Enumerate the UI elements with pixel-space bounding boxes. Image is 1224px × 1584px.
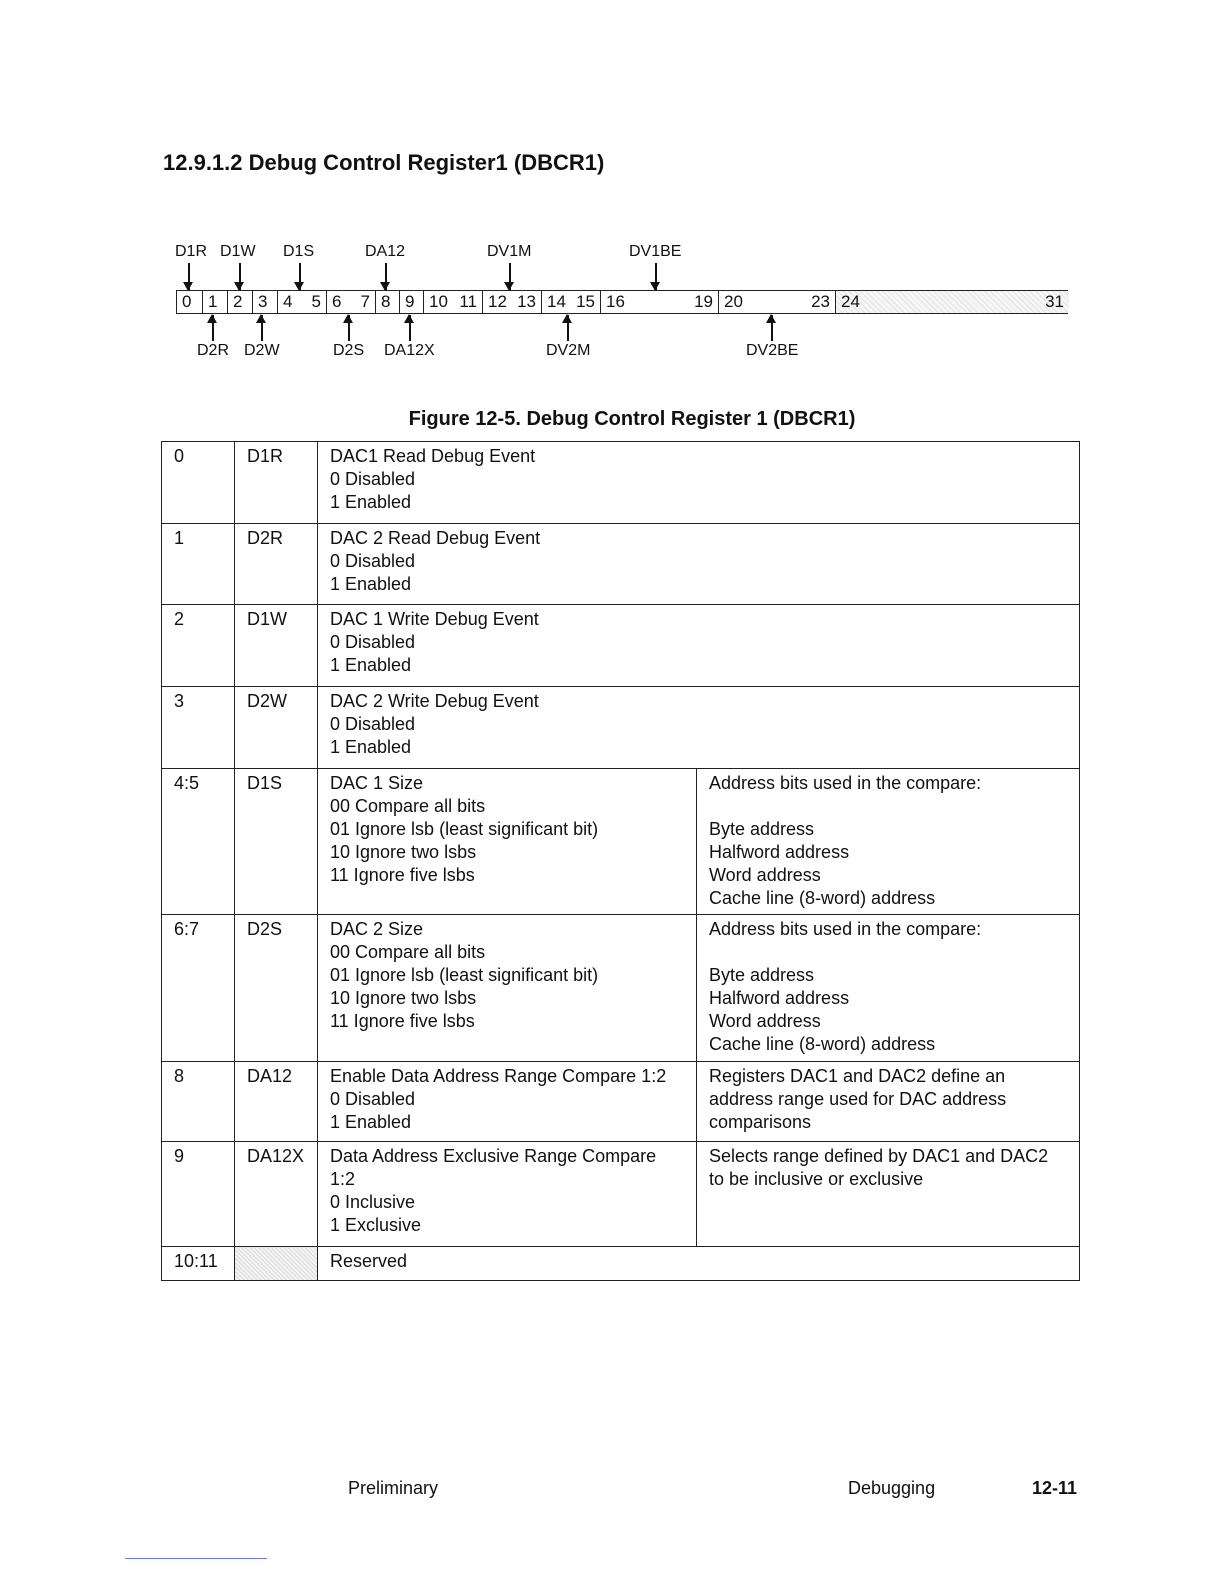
bit-end: 31 bbox=[1045, 292, 1064, 311]
bit-range: 9 bbox=[162, 1142, 235, 1247]
field-notes bbox=[697, 1062, 1080, 1142]
arrow-down-icon bbox=[299, 263, 301, 290]
field-notes bbox=[697, 915, 1080, 1062]
cell-line: DAC 2 Size bbox=[330, 919, 424, 939]
bit-end: 7 bbox=[360, 292, 370, 311]
cell-line: 00 Compare all bits bbox=[330, 942, 486, 962]
register-bit-cell bbox=[541, 291, 600, 313]
field-label-dv2m: DV2M bbox=[546, 342, 591, 359]
register-bit-cell bbox=[718, 291, 835, 313]
field-description bbox=[318, 1142, 697, 1247]
field-label-d2s: D2S bbox=[333, 342, 365, 359]
cell-line: 1 Enabled bbox=[330, 737, 412, 757]
field-label-d1s: D1S bbox=[283, 243, 315, 260]
field-label-dv1be: DV1BE bbox=[629, 243, 682, 260]
page-number: 12-11 bbox=[1032, 1478, 1078, 1498]
cell-line: Word address bbox=[709, 865, 821, 885]
field-notes bbox=[697, 769, 1080, 915]
field-label-da12x: DA12X bbox=[384, 342, 435, 359]
table-row bbox=[162, 1062, 1080, 1142]
bit-start: 3 bbox=[258, 292, 268, 311]
arrow-down-icon bbox=[239, 263, 241, 290]
arrow-down-icon bbox=[509, 263, 511, 290]
table-row bbox=[162, 442, 1080, 524]
cell-line: 10 Ignore two lsbs bbox=[330, 988, 477, 1008]
field-description bbox=[318, 1247, 1080, 1281]
cell-line: Address bits used in the compare: bbox=[709, 919, 982, 939]
field-name: D2R bbox=[235, 524, 318, 605]
cell-line: Registers DAC1 and DAC2 define an bbox=[709, 1066, 1006, 1086]
field-name: D2W bbox=[235, 687, 318, 769]
field-description bbox=[318, 769, 697, 915]
bit-range: 4:5 bbox=[162, 769, 235, 915]
cell-line: DAC1 Read Debug Event bbox=[330, 446, 536, 466]
cell-line: Cache line (8-word) address bbox=[709, 1034, 936, 1054]
arrow-up-icon bbox=[771, 315, 773, 341]
cell-line: Halfword address bbox=[709, 988, 850, 1008]
arrow-up-icon bbox=[409, 315, 411, 341]
arrow-up-icon bbox=[261, 315, 263, 341]
table-row bbox=[162, 769, 1080, 915]
cell-line: 0 Inclusive bbox=[330, 1192, 416, 1212]
cell-line: Byte address bbox=[709, 819, 815, 839]
register-field-table bbox=[161, 441, 1080, 1281]
arrow-up-icon bbox=[348, 315, 350, 341]
cell-line: 1 Enabled bbox=[330, 492, 412, 512]
register-bit-cell bbox=[177, 291, 202, 313]
cell-line: 0 Disabled bbox=[330, 632, 416, 652]
cell-line: DAC 1 Write Debug Event bbox=[330, 609, 539, 629]
register-bit-cell bbox=[227, 291, 252, 313]
cell-line bbox=[709, 941, 1069, 964]
register-bit-cell bbox=[482, 291, 541, 313]
bit-start: 14 bbox=[547, 292, 566, 311]
field-name: D1S bbox=[235, 769, 318, 915]
cell-line: DAC 2 Read Debug Event bbox=[330, 528, 541, 548]
field-label-d1w: D1W bbox=[220, 243, 256, 260]
table-row bbox=[162, 1142, 1080, 1247]
cell-line: DAC 2 Write Debug Event bbox=[330, 691, 539, 711]
field-label-dv2be: DV2BE bbox=[746, 342, 799, 359]
bit-end: 11 bbox=[459, 292, 477, 311]
bit-end: 23 bbox=[811, 292, 830, 311]
cell-line: 1 Enabled bbox=[330, 1112, 412, 1132]
field-label-d1r: D1R bbox=[175, 243, 208, 260]
cell-line: 0 Disabled bbox=[330, 551, 416, 571]
field-notes bbox=[697, 1142, 1080, 1247]
cell-line: address range used for DAC address bbox=[709, 1089, 1007, 1109]
cell-line: 1:2 bbox=[330, 1169, 356, 1189]
bit-range: 6:7 bbox=[162, 915, 235, 1062]
bit-start: 0 bbox=[182, 292, 192, 311]
footer-rule bbox=[125, 1558, 267, 1559]
footer-chapter: Debugging bbox=[848, 1478, 936, 1498]
cell-line: 01 Ignore lsb (least significant bit) bbox=[330, 819, 599, 839]
bit-end: 15 bbox=[576, 292, 595, 311]
cell-line: 11 Ignore five lsbs bbox=[330, 1011, 475, 1031]
field-name: D1R bbox=[235, 442, 318, 524]
field-description bbox=[318, 524, 1080, 605]
cell-line: 01 Ignore lsb (least significant bit) bbox=[330, 965, 599, 985]
cell-line bbox=[709, 795, 1069, 818]
field-label-d2w: D2W bbox=[244, 342, 280, 359]
field-label-dv1m: DV1M bbox=[487, 243, 532, 260]
table-row bbox=[162, 687, 1080, 769]
cell-line: comparisons bbox=[709, 1112, 812, 1132]
field-name: DA12 bbox=[235, 1062, 318, 1142]
bit-start: 10 bbox=[429, 292, 448, 311]
cell-line: Cache line (8-word) address bbox=[709, 888, 936, 908]
bit-start: 20 bbox=[724, 292, 743, 311]
bit-start: 9 bbox=[405, 292, 415, 311]
field-name: DA12X bbox=[235, 1142, 318, 1247]
register-bit-cell bbox=[423, 291, 482, 313]
cell-line: 00 Compare all bits bbox=[330, 796, 486, 816]
field-label-d2r: D2R bbox=[197, 342, 230, 359]
register-bit-cell bbox=[202, 291, 227, 313]
table-row bbox=[162, 605, 1080, 687]
bit-end: 19 bbox=[694, 292, 713, 311]
bit-start: 8 bbox=[381, 292, 391, 311]
section-heading: 12.9.1.2 Debug Control Register1 (DBCR1) bbox=[163, 150, 605, 175]
field-description bbox=[318, 915, 697, 1062]
cell-line: Halfword address bbox=[709, 842, 850, 862]
register-bit-cell bbox=[835, 291, 1069, 313]
cell-line: DAC 1 Size bbox=[330, 773, 424, 793]
figure-caption: Figure 12-5. Debug Control Register 1 (DBCR1) bbox=[408, 408, 856, 430]
bit-range: 0 bbox=[162, 442, 235, 524]
cell-line: to be inclusive or exclusive bbox=[709, 1169, 924, 1189]
register-bit-cell bbox=[375, 291, 399, 313]
bit-start: 6 bbox=[332, 292, 342, 311]
cell-line: 1 Enabled bbox=[330, 574, 412, 594]
bit-start: 1 bbox=[208, 292, 218, 311]
cell-line: Reserved bbox=[330, 1251, 408, 1271]
register-bit-cell bbox=[399, 291, 423, 313]
field-description bbox=[318, 687, 1080, 769]
bit-range: 2 bbox=[162, 605, 235, 687]
cell-line: 0 Disabled bbox=[330, 1089, 416, 1109]
bit-start: 12 bbox=[488, 292, 507, 311]
cell-line: Byte address bbox=[709, 965, 815, 985]
bit-range: 3 bbox=[162, 687, 235, 769]
cell-line: 1 Enabled bbox=[330, 655, 412, 675]
cell-line: Selects range defined by DAC1 and DAC2 bbox=[709, 1146, 1049, 1166]
cell-line: 0 Disabled bbox=[330, 469, 416, 489]
field-description bbox=[318, 605, 1080, 687]
field-name: D2S bbox=[235, 915, 318, 1062]
arrow-down-icon bbox=[188, 263, 190, 290]
arrow-up-icon bbox=[212, 315, 214, 341]
bit-range: 8 bbox=[162, 1062, 235, 1142]
cell-line: Word address bbox=[709, 1011, 821, 1031]
bit-end: 5 bbox=[311, 292, 321, 311]
footer-preliminary: Preliminary bbox=[348, 1478, 439, 1498]
cell-line: 10 Ignore two lsbs bbox=[330, 842, 477, 862]
cell-line: Address bits used in the compare: bbox=[709, 773, 982, 793]
register-bit-cell bbox=[252, 291, 277, 313]
arrow-up-icon bbox=[567, 315, 569, 341]
register-bit-cell bbox=[277, 291, 326, 313]
table-row bbox=[162, 1247, 1080, 1281]
field-name bbox=[235, 1247, 318, 1281]
field-name: D1W bbox=[235, 605, 318, 687]
register-bit-row bbox=[176, 290, 1068, 314]
field-description bbox=[318, 442, 1080, 524]
cell-line: Data Address Exclusive Range Compare bbox=[330, 1146, 657, 1166]
bit-range: 10:11 bbox=[162, 1247, 235, 1281]
arrow-down-icon bbox=[655, 263, 657, 290]
table-row bbox=[162, 915, 1080, 1062]
register-bit-cell bbox=[600, 291, 718, 313]
arrow-down-icon bbox=[385, 263, 387, 290]
field-description bbox=[318, 1062, 697, 1142]
bit-start: 16 bbox=[606, 292, 625, 311]
register-bit-cell bbox=[326, 291, 375, 313]
cell-line: 0 Disabled bbox=[330, 714, 416, 734]
field-label-da12: DA12 bbox=[365, 243, 406, 260]
bit-end: 13 bbox=[517, 292, 536, 311]
cell-line: Enable Data Address Range Compare 1:2 bbox=[330, 1066, 667, 1086]
table-row bbox=[162, 524, 1080, 605]
bit-start: 4 bbox=[283, 292, 293, 311]
bit-start: 2 bbox=[233, 292, 243, 311]
bit-range: 1 bbox=[162, 524, 235, 605]
cell-line: 1 Exclusive bbox=[330, 1215, 422, 1235]
bit-start: 24 bbox=[841, 292, 860, 311]
cell-line: 11 Ignore five lsbs bbox=[330, 865, 475, 885]
